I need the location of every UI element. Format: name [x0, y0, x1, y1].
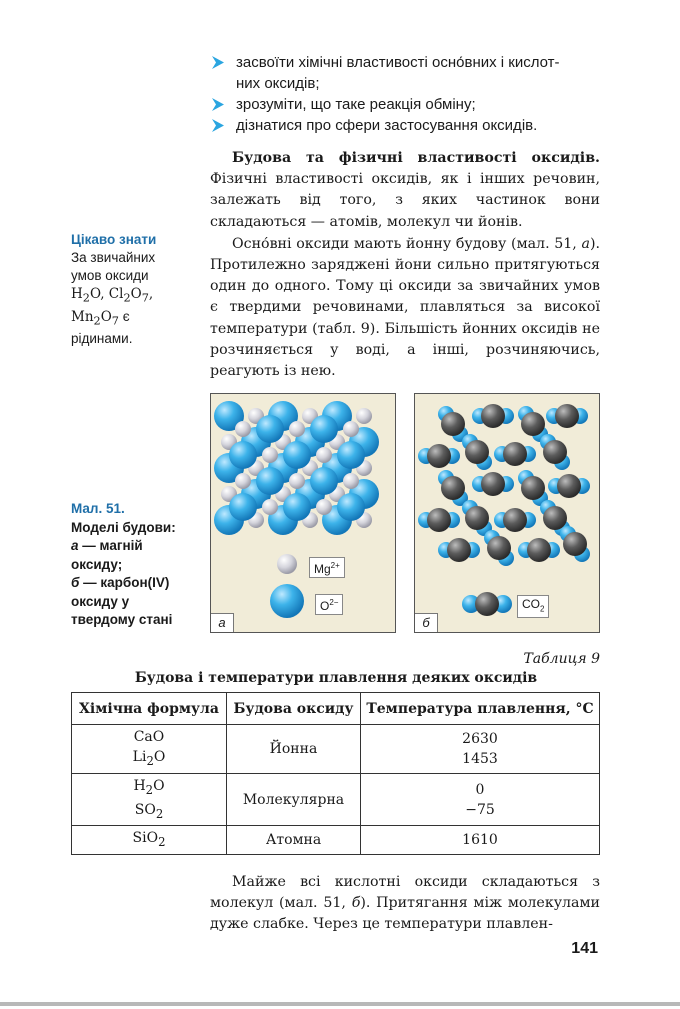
column-header: Хімічна формула: [72, 693, 227, 725]
bullet-line-2: них оксидів;: [236, 75, 320, 92]
table-row: [72, 773, 600, 826]
carbon-atom: [441, 412, 465, 436]
caption-line: а — магній: [71, 538, 143, 553]
paragraph: Майже всі кислотні оксиди складаються з молекул (мал. 51, б). Притягання між молекулами дуже слабке. Через це температури плавлен-: [210, 874, 601, 933]
magnesium-ion: [316, 499, 332, 515]
melting-point-cell: 1610: [361, 826, 600, 855]
paragraph: [210, 148, 600, 233]
caption-line: б — карбон(IV): [71, 575, 170, 590]
mgo-lattice-illustration: [211, 394, 395, 632]
carbon-atom: [465, 440, 489, 464]
oxide-ion: [229, 493, 257, 521]
carbon-atom: [557, 474, 581, 498]
oxides-table: [71, 692, 600, 855]
oxide-legend-sphere: [270, 584, 304, 618]
mg-legend-sphere: [277, 554, 297, 574]
oxide-ion: [256, 415, 284, 443]
paragraph: [210, 234, 600, 382]
carbon-atom: [427, 444, 451, 468]
arrow-bullet-icon: [210, 97, 226, 112]
objectives-list: [210, 52, 610, 136]
list-item: [210, 52, 610, 94]
list-item: [210, 94, 610, 115]
carbon-atom: [481, 404, 505, 428]
carbon-atom: [441, 476, 465, 500]
bullet-line-1: дізнатися про сфери застосування оксидів.: [236, 117, 538, 134]
paragraph-text: ). Протилежно заряджені йони сильно притягуються один до одного. Тому ці оксиди за звичайних умов є твердими речовинами, плавляться за високої температури (табл. 9). Більшість йонних оксидів не розчиняється у воді, а інші, розчиняючись, реагують із нею.: [210, 235, 600, 380]
formula-cell: CaO $Li_2O$: [72, 725, 227, 774]
sidebar-formula-line: $Mn_2O_7$ є: [71, 308, 130, 328]
magnesium-ion: [235, 421, 251, 437]
carbon-atom: [543, 440, 567, 464]
page-bottom-rule: [0, 1002, 680, 1006]
paragraph-text: Осно́вні оксиди мають йонну будову (мал. 51,: [232, 235, 577, 252]
sidebar-line: рідинами.: [71, 331, 133, 347]
magnesium-ion: [316, 447, 332, 463]
formula-cell: SiO$_2$: [72, 826, 227, 855]
section-heading: Будова та фізичні властивості оксидів.: [232, 150, 600, 166]
carbon-atom: [427, 508, 451, 532]
carbon-atom: [503, 442, 527, 466]
carbon-atom: [543, 506, 567, 530]
closing-paragraph: [210, 872, 600, 936]
figure-ref: а: [581, 235, 590, 252]
bullet-line-1: засвоїти хімічні властивості осно́вних і кислот-: [236, 54, 560, 71]
table-title: Будова і температури плавлення деяких оксидів: [134, 670, 538, 686]
carbon-atom: [563, 532, 587, 556]
oxide-ion: [283, 441, 311, 469]
carbon-atom: [527, 538, 551, 562]
section-body: [210, 148, 600, 382]
panel-letter-a: а: [211, 613, 234, 632]
panel-letter-b: б: [415, 613, 438, 632]
mg-ion-label: $Mg^{2+}$: [309, 557, 345, 578]
magnesium-ion: [289, 421, 305, 437]
paragraph-text: Фізичні властивості оксидів, як і інших речовин, залежать від того, з яких частинок вони складаються — атомів, молекул чи йонів.: [210, 171, 600, 230]
column-header: Будова оксиду: [227, 693, 361, 725]
oxide-ion: [256, 467, 284, 495]
oxide-ion: [229, 441, 257, 469]
sidebar-line: За звичайних: [71, 250, 156, 265]
caption-line: оксиду у: [71, 593, 130, 609]
carbon-atom: [503, 508, 527, 532]
arrow-bullet-icon: [210, 55, 226, 70]
magnesium-ion: [262, 499, 278, 515]
sidebar-title: Цікаво знати: [71, 232, 157, 247]
bullet-line-1: зрозуміти, що таке реакція обміну;: [236, 96, 476, 113]
table-row: [72, 725, 600, 774]
oxide-ion: [310, 415, 338, 443]
figure-caption: [71, 500, 201, 630]
co2-molecule-label: $CO_2$: [517, 595, 549, 618]
magnesium-ion: [235, 473, 251, 489]
melting-point-cell: 0 −75: [361, 773, 600, 826]
carbon-legend-atom: [475, 592, 499, 616]
oxide-ion-label: $O^{2-}$: [315, 594, 343, 615]
oxide-ion: [310, 467, 338, 495]
structure-cell: Атомна: [227, 826, 361, 855]
magnesium-ion: [262, 447, 278, 463]
magnesium-ion: [343, 421, 359, 437]
structure-cell: Йонна: [227, 725, 361, 774]
co2-crystal-illustration: [415, 394, 599, 632]
list-item: [210, 115, 610, 136]
page-number: 141: [571, 940, 598, 957]
figure-panel-mgo: [210, 393, 396, 633]
carbon-atom: [481, 472, 505, 496]
magnesium-ion: [343, 473, 359, 489]
magnesium-ion: [356, 408, 372, 424]
arrow-bullet-icon: [210, 118, 226, 133]
carbon-atom: [521, 476, 545, 500]
figure-number: Мал. 51.: [71, 501, 125, 516]
column-header: Температура плавлення, °C: [361, 693, 600, 725]
carbon-atom: [487, 536, 511, 560]
caption-line: твердому стані: [71, 612, 173, 627]
oxide-ion: [337, 441, 365, 469]
carbon-atom: [555, 404, 579, 428]
melting-point-cell: 2630 1453: [361, 725, 600, 774]
sidebar-formula-line: $H_2O$, $Cl_2O_7$,: [71, 286, 154, 305]
table-row: [72, 826, 600, 855]
table-label: Таблиця 9: [523, 651, 600, 667]
carbon-atom: [465, 506, 489, 530]
oxide-ion: [337, 493, 365, 521]
sidebar-fact: [71, 231, 201, 348]
figure-panel-co2: [414, 393, 600, 633]
formula-cell: $H_2O$ $SO_2$: [72, 773, 227, 826]
sidebar-line: умов оксиди: [71, 268, 149, 283]
caption-line: оксиду;: [71, 556, 123, 572]
magnesium-ion: [289, 473, 305, 489]
carbon-atom: [447, 538, 471, 562]
caption-line: Моделі будови:: [71, 519, 176, 535]
carbon-atom: [521, 412, 545, 436]
oxide-ion: [283, 493, 311, 521]
table-header-row: [72, 693, 600, 725]
structure-cell: Молекулярна: [227, 773, 361, 826]
